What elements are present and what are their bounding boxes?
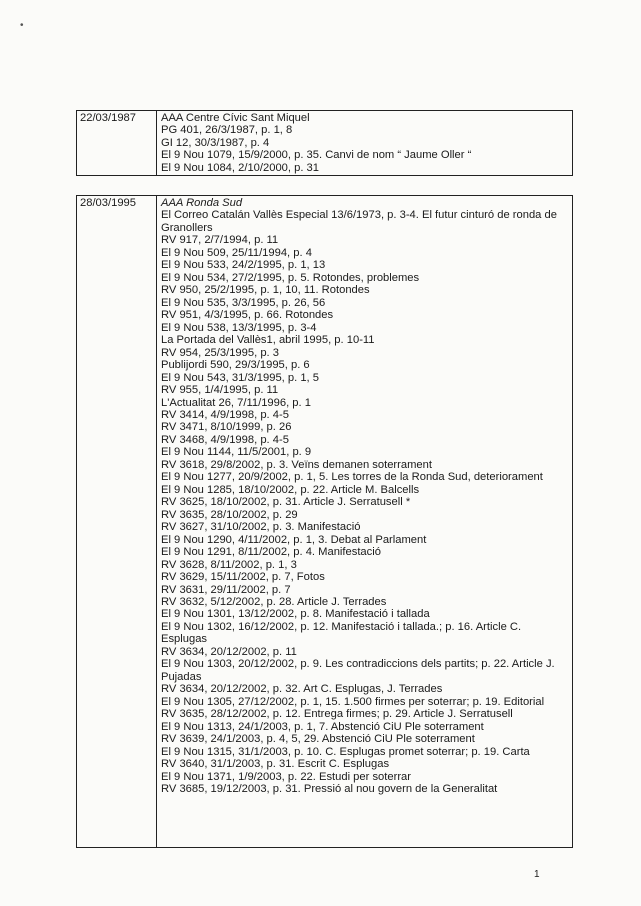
reference-line: GI 12, 30/3/1987, p. 4 <box>161 136 270 149</box>
reference-line: RV 3468, 4/9/1998, p. 4-5 <box>161 433 289 446</box>
reference-line: El 9 Nou 1315, 31/1/2003, p. 10. C. Esplugas promet soterrar; p. 19. Carta <box>161 745 530 758</box>
reference-line: El 9 Nou 538, 13/3/1995, p. 3-4 <box>161 321 317 334</box>
reference-line: RV 3631, 29/11/2002, p. 7 <box>161 583 291 596</box>
reference-line: El 9 Nou 543, 31/3/1995, p. 1, 5 <box>161 371 319 384</box>
reference-line: El 9 Nou 535, 3/3/1995, p. 26, 56 <box>161 296 326 309</box>
reference-line: El 9 Nou 533, 24/2/1995, p. 1, 13 <box>161 259 326 272</box>
reference-line: RV 917, 2/7/1994, p. 11 <box>161 234 279 247</box>
reference-line: Publijordi 590, 29/3/1995, p. 6 <box>161 359 310 372</box>
reference-line: El 9 Nou 1371, 1/9/2003, p. 22. Estudi per soterrar <box>161 770 412 783</box>
page-number: 1 <box>534 869 540 880</box>
reference-line: El 9 Nou 1303, 20/12/2002, p. 9. Les contradiccions dels partits; p. 22. Article J. Pujadas <box>161 658 555 683</box>
reference-line: L'Actualitat 26, 7/11/1996, p. 1 <box>161 396 311 409</box>
reference-line: El Correo Catalán Vallès Especial 13/6/1973, p. 3-4. El futur cinturó de ronda de Granollers <box>161 209 557 234</box>
reference-line: El 9 Nou 1277, 20/9/2002, p. 1, 5. Les torres de la Ronda Sud, deteriorament <box>161 471 543 484</box>
reference-line: RV 3634, 20/12/2002, p. 32. Art C. Esplugas, J. Terrades <box>161 683 443 696</box>
reference-line: El 9 Nou 534, 27/2/1995, p. 5. Rotondes, problemes <box>161 271 420 284</box>
reference-line: RV 954, 25/3/1995, p. 3 <box>161 346 279 359</box>
reference-line: RV 950, 25/2/1995, p. 1, 10, 11. Rotondes <box>161 284 370 297</box>
reference-line: RV 3632, 5/12/2002, p. 28. Article J. Terrades <box>161 596 387 608</box>
reference-line: El 9 Nou 509, 25/11/1994, p. 4 <box>161 246 312 259</box>
reference-line: El 9 Nou 1305, 27/12/2002, p. 1, 15. 1.500 firmes per soterrar; p. 19. Editorial <box>161 695 545 708</box>
reference-line: AAA Centre Cívic Sant Miquel <box>161 112 310 124</box>
reference-line: El 9 Nou 1079, 15/9/2000, p. 35. Canvi de nom “ Jaume Oller “ <box>161 149 472 162</box>
record-date: 28/03/1995 <box>77 196 157 847</box>
reference-line: RV 3471, 8/10/1999, p. 26 <box>161 421 292 434</box>
record-ronda-sud <box>76 195 573 848</box>
reference-line: RV 3628, 8/11/2002, p. 1, 3 <box>161 558 297 571</box>
reference-line: RV 3685, 19/12/2003, p. 31. Pressió al nou govern de la Generalitat <box>161 783 498 796</box>
reference-line: RV 3635, 28/12/2002, p. 12. Entrega firmes; p. 29. Article J. Serratusell <box>161 708 513 721</box>
reference-line: RV 3629, 15/11/2002, p. 7, Fotos <box>161 571 325 584</box>
reference-line: El 9 Nou 1291, 8/11/2002, p. 4. Manifestació <box>161 546 381 559</box>
reference-line: RV 3618, 29/8/2002, p. 3. Veïns demanen soterrament <box>161 458 432 471</box>
reference-line: RV 3414, 4/9/1998, p. 4-5 <box>161 408 289 421</box>
reference-line: RV 3635, 28/10/2002, p. 29 <box>161 508 298 521</box>
reference-line: RV 3634, 20/12/2002, p. 11 <box>161 645 297 658</box>
record-centre-civic <box>76 110 573 176</box>
record-date: 22/03/1987 <box>77 111 157 175</box>
reference-line: El 9 Nou 1285, 18/10/2002, p. 22. Article M. Balcells <box>161 483 420 496</box>
reference-line: RV 3625, 18/10/2002, p. 31. Article J. Serratusell * <box>161 496 411 509</box>
reference-line: El 9 Nou 1313, 24/1/2003, p. 1, 7. Abstenció CiU Ple soterrament <box>161 720 484 733</box>
record-references <box>157 111 572 175</box>
reference-line: La Portada del Vallès1, abril 1995, p. 10-11 <box>161 334 375 347</box>
reference-line: El 9 Nou 1084, 2/10/2000, p. 31 <box>161 161 319 174</box>
reference-line: RV 3640, 31/1/2003, p. 31. Escrit C. Esplugas <box>161 758 390 771</box>
reference-line: AAA Ronda Sud <box>161 197 243 209</box>
record-references <box>157 196 572 847</box>
reference-line: PG 401, 26/3/1987, p. 1, 8 <box>161 124 293 137</box>
reference-line: El 9 Nou 1301, 13/12/2002, p. 8. Manifestació i tallada <box>161 608 430 621</box>
scan-speck: • <box>20 20 24 31</box>
reference-line: El 9 Nou 1144, 11/5/2001, p. 9 <box>161 446 312 459</box>
reference-line: RV 951, 4/3/1995, p. 66. Rotondes <box>161 309 334 322</box>
reference-line: RV 3627, 31/10/2002, p. 3. Manifestació <box>161 521 361 534</box>
reference-line: RV 3639, 24/1/2003, p. 4, 5, 29. Abstenció CiU Ple soterrament <box>161 733 475 746</box>
reference-line: El 9 Nou 1302, 16/12/2002, p. 12. Manifestació i tallada.; p. 16. Article C. Esplugas <box>161 620 522 646</box>
reference-line: El 9 Nou 1290, 4/11/2002, p. 1, 3. Debat al Parlament <box>161 533 427 546</box>
reference-line: RV 955, 1/4/1995, p. 11 <box>161 384 279 397</box>
